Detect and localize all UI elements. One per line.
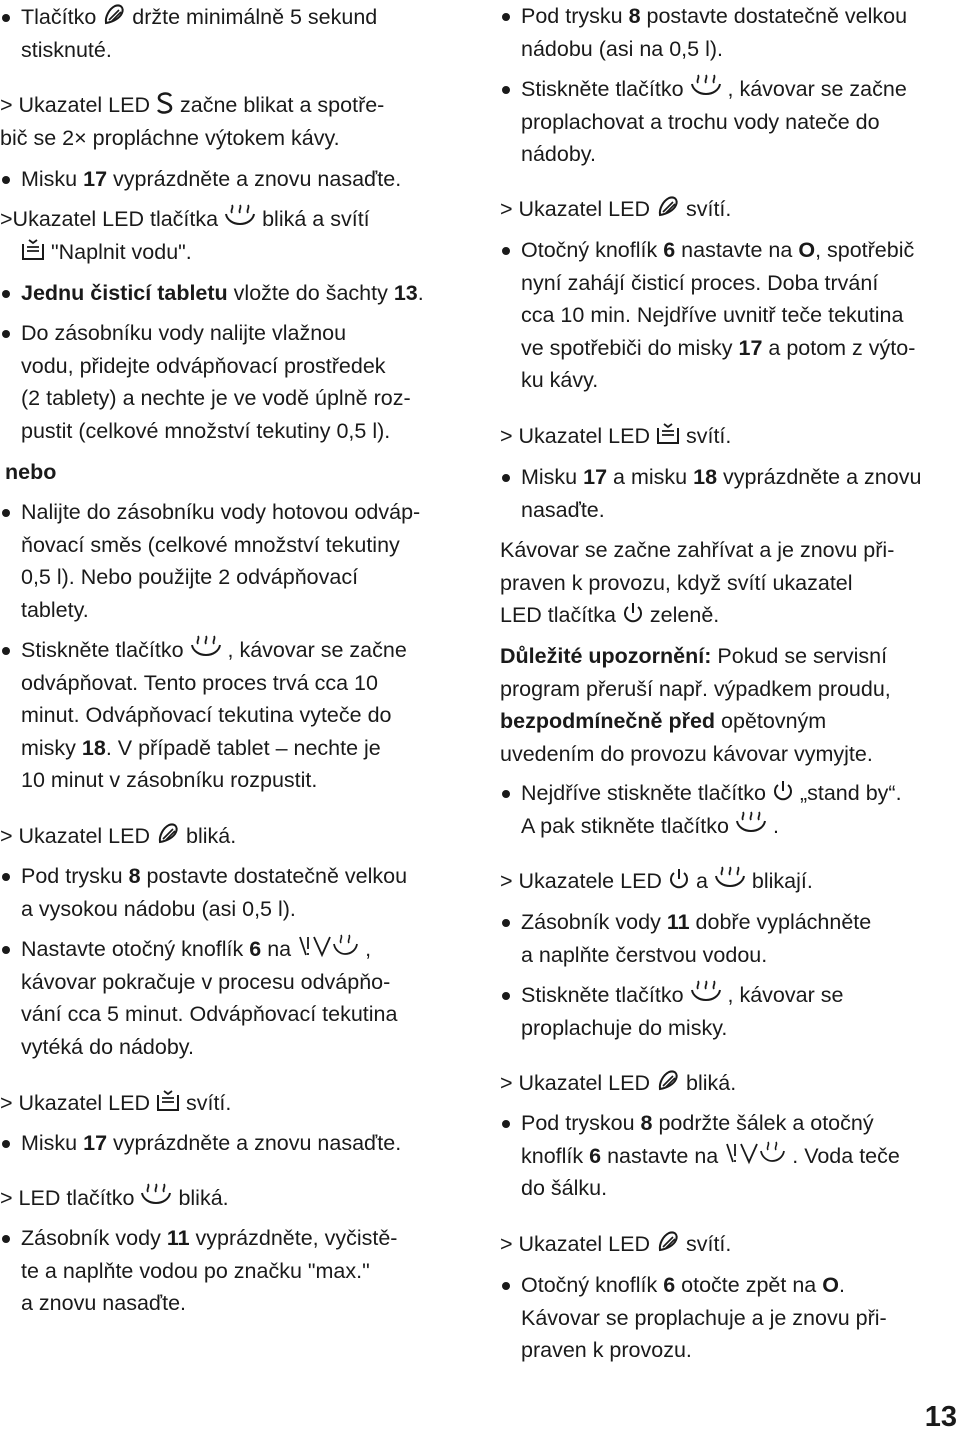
steam-icon bbox=[189, 634, 223, 660]
steam-icon bbox=[223, 203, 257, 229]
water-icon bbox=[655, 422, 681, 446]
or-separator: nebo bbox=[5, 460, 57, 484]
list-item: Tlačítko držte minimálně 5 sekund stisknuté. bbox=[0, 1, 377, 66]
list-item: Nalijte do zásobníku vody hotovou odváp- ňovací směs (celkové množství tekutiny 0,5 l). Nebo použijte 2 odvápňovací tablety. bbox=[0, 496, 420, 626]
list-item: Pod tryskou 8 podržte šálek a otočný knoflík 6 nastavte na . Voda teče do šálku. bbox=[500, 1107, 900, 1205]
list-item: Pod trysku 8 postavte dostatečně velkou nádobu (asi na 0,5 l). bbox=[500, 0, 907, 65]
cleaning-icon bbox=[655, 195, 681, 219]
result-line: > Ukazatel LED svítí. bbox=[500, 197, 732, 221]
result-line: >Ukazatel LED tlačítka bliká a svítí "Naplnit vodu". bbox=[0, 203, 370, 268]
list-item: Nastavte otočný knoflík 6 na , kávovar pokračuje v procesu odvápňo- vání cca 5 minut. Odvápňovací tekutina vytéká do nádoby. bbox=[0, 933, 397, 1063]
power-icon bbox=[667, 867, 691, 891]
list-item: Pod trysku 8 postavte dostatečně velkou a vysokou nádobu (asi 0,5 l). bbox=[0, 860, 407, 925]
result-line: > Ukazatel LED svítí. bbox=[500, 424, 732, 448]
dial-descale-icon bbox=[296, 933, 360, 959]
list-item: Zásobník vody 11 dobře vypláchněte a naplňte čerstvou vodou. bbox=[500, 906, 871, 971]
list-item: Otočný knoflík 6 otočte zpět na O. Kávovar se proplachuje a je znovu při- praven k provozu. bbox=[500, 1269, 887, 1367]
list-item: Stiskněte tlačítko , kávovar se proplachuje do misky. bbox=[500, 979, 843, 1044]
important-note: Důležité upozornění: Pokud se servisní program přeruší např. výpadkem proudu, bezpodmínečně před opětovným uvedením do provozu kávovar vymyjte. bbox=[500, 644, 891, 766]
result-line: > Ukazatel LED svítí. bbox=[0, 1091, 232, 1115]
steam-icon bbox=[689, 979, 723, 1005]
result-line: > Ukazatele LED a blikají. bbox=[500, 865, 813, 898]
result-line: > Ukazatel LED bliká. bbox=[0, 824, 237, 848]
result-line: > Ukazatel LED bliká. bbox=[500, 1071, 737, 1095]
water-icon bbox=[20, 238, 46, 262]
list-item: Misku 17 vyprázdněte a znovu nasaďte. bbox=[0, 163, 401, 196]
descale-icon bbox=[155, 91, 175, 115]
steam-icon bbox=[139, 1182, 173, 1208]
list-item: Zásobník vody 11 vyprázdněte, vyčistě- te a naplňte vodou po značku "max." a znovu nasaďte. bbox=[0, 1222, 397, 1320]
cleaning-icon bbox=[655, 1069, 681, 1093]
power-icon bbox=[621, 601, 645, 625]
cleaning-icon bbox=[101, 3, 127, 27]
dial-descale-icon bbox=[723, 1140, 787, 1166]
page-number: 13 bbox=[924, 1401, 957, 1433]
steam-icon bbox=[713, 865, 747, 891]
power-icon bbox=[771, 779, 795, 803]
list-item: Misku 17 a misku 18 vyprázdněte a znovu nasaďte. bbox=[500, 461, 921, 526]
water-icon bbox=[155, 1089, 181, 1113]
steam-icon bbox=[734, 810, 768, 836]
result-line: > Ukazatel LED svítí. bbox=[500, 1232, 732, 1256]
list-item: Nejdříve stiskněte tlačítko „stand by“. A pak stikněte tlačítko . bbox=[500, 777, 902, 842]
cleaning-icon bbox=[155, 822, 181, 846]
list-item: Stiskněte tlačítko , kávovar se začne proplachovat a trochu vody nateče do nádoby. bbox=[500, 73, 907, 171]
list-item: Otočný knoflík 6 nastavte na O, spotřebič nyní zahájí čisticí proces. Doba trvání cca 10 min. Nejdříve uvnitř teče tekutina ve spotřebiči do misky 17 a potom z výto- ku kávy. bbox=[500, 234, 915, 397]
cleaning-icon bbox=[655, 1230, 681, 1254]
result-line: > Ukazatel LED začne blikat a spotře- bič se 2× propláchne výtokem kávy. bbox=[0, 93, 385, 150]
list-item: Jednu čisticí tabletu vložte do šachty 13. bbox=[0, 277, 424, 310]
paragraph: Kávovar se začne zahřívat a je znovu při- praven k provozu, když svítí ukazatel LED tlačítka zeleně. bbox=[500, 538, 895, 627]
list-item: Stiskněte tlačítko , kávovar se začne odvápňovat. Tento proces trvá cca 10 minut. Odvápňovací tekutina vyteče do misky 18. V případě tablet – nechte je 10 minut v zásobníku rozpustit. bbox=[0, 634, 407, 797]
list-item: Do zásobníku vody nalijte vlažnou vodu, přidejte odvápňovací prostředek (2 tablety) a nechte je ve vodě úplně roz- pustit (celkové množství tekutiny 0,5 l). bbox=[0, 317, 411, 447]
result-line: > LED tlačítko bliká. bbox=[0, 1182, 229, 1215]
list-item: Misku 17 vyprázdněte a znovu nasaďte. bbox=[0, 1127, 401, 1160]
steam-icon bbox=[689, 73, 723, 99]
